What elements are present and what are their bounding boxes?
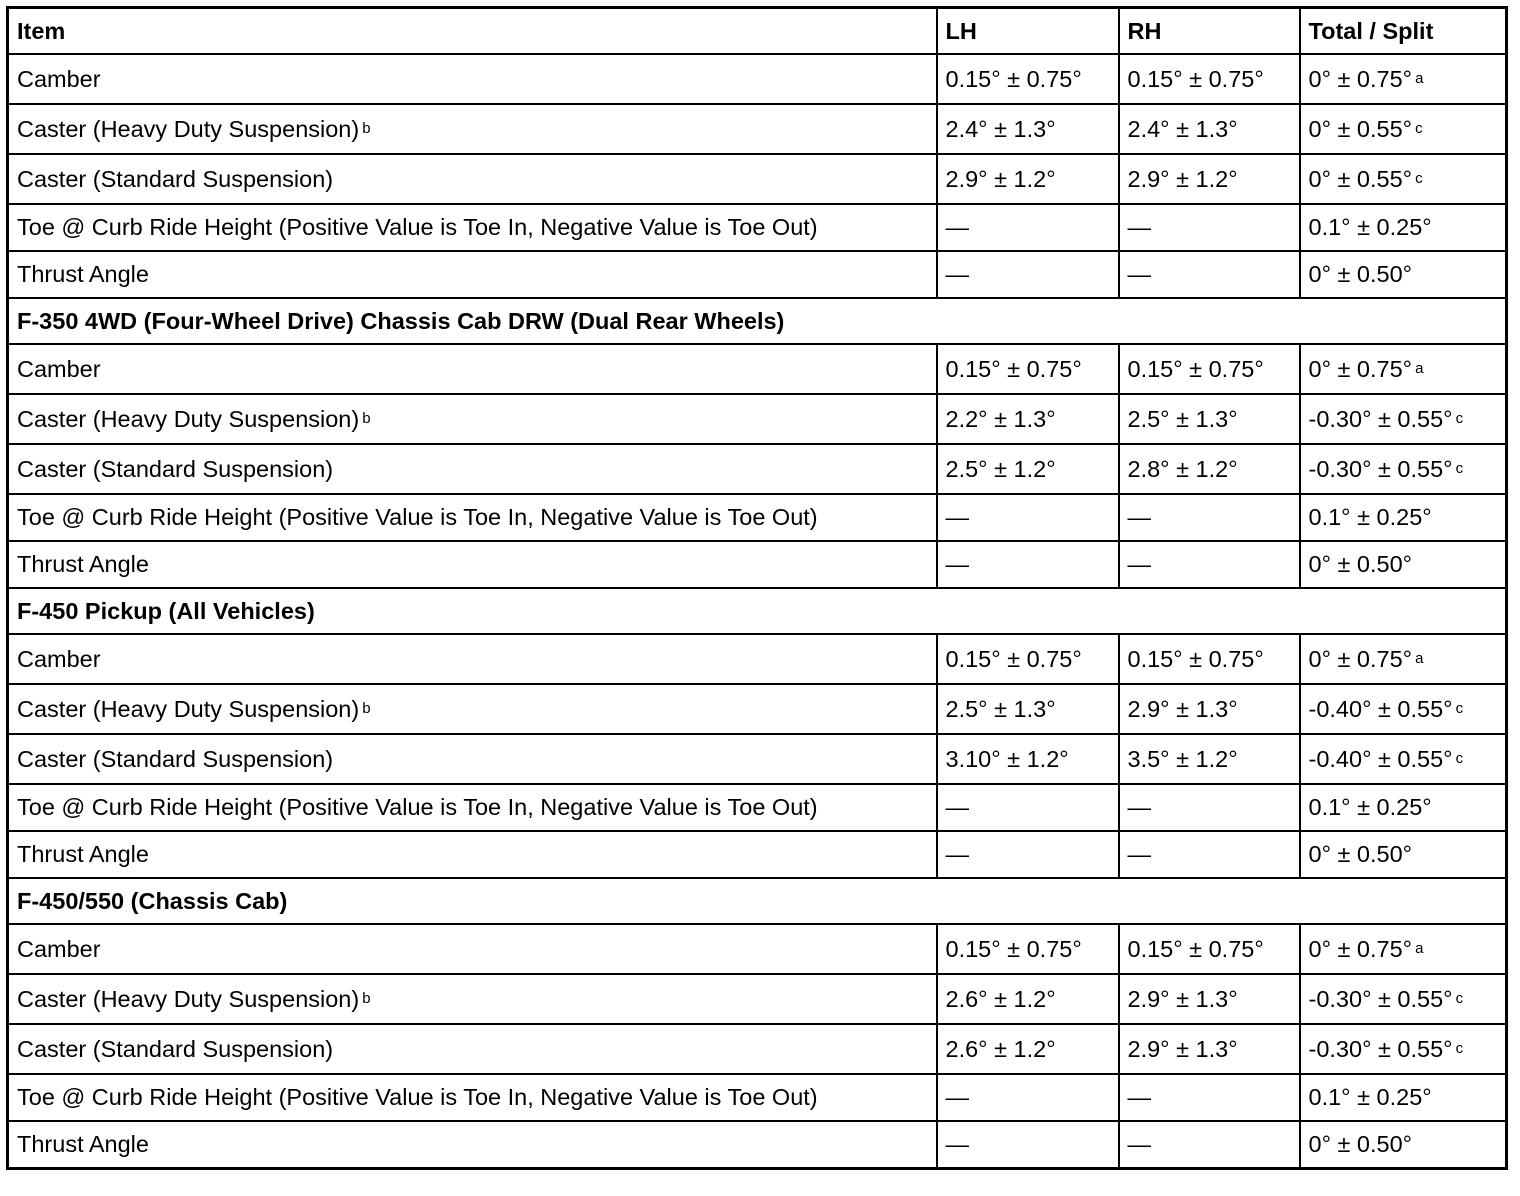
item-cell-text: Camber: [17, 65, 101, 92]
footnote-marker: a: [1415, 359, 1424, 377]
footnote-marker: c: [1455, 1039, 1464, 1057]
lh-cell-text: 2.6° ± 1.2°: [945, 1035, 1056, 1062]
footnote-marker: b: [362, 699, 371, 717]
lh-cell: [937, 634, 1119, 684]
lh-cell-text: 3.10° ± 1.2°: [945, 745, 1069, 772]
rh-cell: [1119, 444, 1300, 494]
item-cell-text: Caster (Heavy Duty Suspension): [17, 405, 360, 432]
lh-cell-text: —: [945, 1131, 969, 1157]
item-cell-text: Thrust Angle: [17, 841, 149, 867]
item-cell: [8, 204, 937, 251]
footnote-marker: c: [1415, 169, 1423, 187]
footnote-marker: a: [1415, 69, 1424, 87]
total-split-cell-text: -0.30° ± 0.55°: [1308, 455, 1453, 482]
table-row: [8, 831, 1507, 878]
section-title: F-450/550 (Chassis Cab): [8, 878, 1507, 924]
total-split-cell-text: 0° ± 0.75°: [1308, 355, 1413, 382]
section-header-row: [8, 588, 1507, 634]
total-split-cell-text: -0.30° ± 0.55°: [1308, 405, 1453, 432]
total-split-cell-text: 0.1° ± 0.25°: [1308, 1084, 1432, 1110]
lh-cell: [937, 104, 1119, 154]
lh-cell: [937, 444, 1119, 494]
total-split-cell: [1300, 634, 1507, 684]
footnote-marker: c: [1455, 699, 1464, 717]
total-split-cell: [1300, 1024, 1507, 1074]
total-split-cell: [1300, 444, 1507, 494]
lh-cell: [937, 1024, 1119, 1074]
rh-cell: [1119, 344, 1300, 394]
item-cell: [8, 784, 937, 831]
lh-cell: [937, 541, 1119, 588]
total-split-cell-text: -0.30° ± 0.55°: [1308, 985, 1453, 1012]
header-rh: RH: [1119, 8, 1300, 55]
table-row: [8, 344, 1507, 394]
total-split-cell-text: -0.30° ± 0.55°: [1308, 1035, 1453, 1062]
total-split-cell: [1300, 734, 1507, 784]
item-cell: [8, 251, 937, 298]
lh-cell: [937, 344, 1119, 394]
item-cell-text: Toe @ Curb Ride Height (Positive Value is Toe In, Negative Value is Toe Out): [17, 794, 818, 820]
rh-cell: [1119, 734, 1300, 784]
table-row: [8, 1121, 1507, 1169]
total-split-cell-text: 0° ± 0.75°: [1308, 65, 1413, 92]
item-cell: [8, 1024, 937, 1074]
footnote-marker: c: [1455, 409, 1464, 427]
section-title: F-350 4WD (Four-Wheel Drive) Chassis Cab DRW (Dual Rear Wheels): [8, 298, 1507, 344]
item-cell: [8, 1121, 937, 1169]
total-split-cell-text: 0° ± 0.55°: [1308, 165, 1413, 192]
rh-cell-text: —: [1127, 1084, 1151, 1110]
lh-cell: [937, 204, 1119, 251]
item-cell-text: Caster (Standard Suspension): [17, 455, 334, 482]
item-cell: [8, 1074, 937, 1121]
rh-cell-text: —: [1127, 214, 1151, 240]
lh-cell-text: —: [945, 1084, 969, 1110]
item-cell: [8, 104, 937, 154]
total-split-cell-text: 0° ± 0.55°: [1308, 115, 1413, 142]
total-split-cell: [1300, 1074, 1507, 1121]
header-item: Item: [8, 8, 937, 55]
lh-cell-text: —: [945, 841, 969, 867]
total-split-cell: [1300, 251, 1507, 298]
rh-cell-text: —: [1127, 261, 1151, 287]
rh-cell-text: 0.15° ± 0.75°: [1127, 645, 1264, 672]
rh-cell-text: 0.15° ± 0.75°: [1127, 935, 1264, 962]
rh-cell: [1119, 684, 1300, 734]
rh-cell: [1119, 251, 1300, 298]
item-cell-text: Thrust Angle: [17, 1131, 149, 1157]
lh-cell: [937, 1074, 1119, 1121]
header-total-split: Total / Split: [1300, 8, 1507, 55]
lh-cell: [937, 154, 1119, 204]
rh-cell-text: 0.15° ± 0.75°: [1127, 355, 1264, 382]
item-cell: [8, 634, 937, 684]
rh-cell-text: —: [1127, 504, 1151, 530]
table-row: [8, 784, 1507, 831]
item-cell-text: Caster (Heavy Duty Suspension): [17, 985, 360, 1012]
item-cell-text: Toe @ Curb Ride Height (Positive Value is Toe In, Negative Value is Toe Out): [17, 1084, 818, 1110]
item-cell: [8, 444, 937, 494]
item-cell: [8, 831, 937, 878]
total-split-cell: [1300, 784, 1507, 831]
header-row: [8, 8, 1507, 55]
table-row: [8, 104, 1507, 154]
item-cell-text: Camber: [17, 645, 101, 672]
total-split-cell-text: 0.1° ± 0.25°: [1308, 504, 1432, 530]
total-split-cell-text: 0° ± 0.50°: [1308, 1131, 1413, 1157]
total-split-cell-text: 0° ± 0.75°: [1308, 645, 1413, 672]
lh-cell-text: —: [945, 214, 969, 240]
total-split-cell: [1300, 684, 1507, 734]
lh-cell-text: —: [945, 551, 969, 577]
total-split-cell: [1300, 344, 1507, 394]
rh-cell-text: 2.9° ± 1.3°: [1127, 985, 1238, 1012]
total-split-cell-text: 0° ± 0.50°: [1308, 841, 1413, 867]
rh-cell-text: 2.8° ± 1.2°: [1127, 455, 1238, 482]
total-split-cell: [1300, 831, 1507, 878]
rh-cell: [1119, 494, 1300, 541]
total-split-cell: [1300, 154, 1507, 204]
item-cell-text: Caster (Standard Suspension): [17, 745, 334, 772]
table-row: [8, 924, 1507, 974]
lh-cell-text: 2.5° ± 1.3°: [945, 695, 1056, 722]
rh-cell-text: 2.9° ± 1.2°: [1127, 165, 1238, 192]
total-split-cell: [1300, 541, 1507, 588]
item-cell-text: Caster (Heavy Duty Suspension): [17, 115, 360, 142]
item-cell: [8, 684, 937, 734]
item-cell-text: Camber: [17, 935, 101, 962]
footnote-marker: a: [1415, 649, 1424, 667]
table-row: [8, 734, 1507, 784]
rh-cell: [1119, 1024, 1300, 1074]
rh-cell-text: —: [1127, 841, 1151, 867]
footnote-marker: c: [1455, 989, 1464, 1007]
rh-cell-text: 2.4° ± 1.3°: [1127, 115, 1238, 142]
rh-cell: [1119, 54, 1300, 104]
total-split-cell-text: 0° ± 0.50°: [1308, 261, 1413, 287]
section-header-row: [8, 298, 1507, 344]
item-cell: [8, 924, 937, 974]
table-row: [8, 444, 1507, 494]
total-split-cell: [1300, 924, 1507, 974]
rh-cell: [1119, 541, 1300, 588]
section-header-row: [8, 878, 1507, 924]
table-row: [8, 1024, 1507, 1074]
table-row: [8, 974, 1507, 1024]
table-body: [8, 54, 1507, 1169]
table-row: [8, 684, 1507, 734]
rh-cell-text: —: [1127, 1131, 1151, 1157]
footnote-marker: b: [362, 119, 371, 137]
item-cell-text: Caster (Standard Suspension): [17, 1035, 334, 1062]
lh-cell: [937, 734, 1119, 784]
lh-cell-text: —: [945, 504, 969, 530]
total-split-cell: [1300, 974, 1507, 1024]
rh-cell: [1119, 974, 1300, 1024]
lh-cell-text: —: [945, 261, 969, 287]
rh-cell: [1119, 634, 1300, 684]
total-split-cell-text: -0.40° ± 0.55°: [1308, 695, 1453, 722]
lh-cell: [937, 684, 1119, 734]
item-cell-text: Toe @ Curb Ride Height (Positive Value is Toe In, Negative Value is Toe Out): [17, 504, 818, 530]
item-cell-text: Camber: [17, 355, 101, 382]
lh-cell: [937, 1121, 1119, 1169]
table-row: [8, 541, 1507, 588]
item-cell-text: Caster (Standard Suspension): [17, 165, 334, 192]
total-split-cell: [1300, 204, 1507, 251]
lh-cell-text: 2.9° ± 1.2°: [945, 165, 1056, 192]
lh-cell: [937, 974, 1119, 1024]
item-cell-text: Thrust Angle: [17, 261, 149, 287]
table-row: [8, 154, 1507, 204]
lh-cell: [937, 831, 1119, 878]
table-row: [8, 1074, 1507, 1121]
total-split-cell: [1300, 1121, 1507, 1169]
rh-cell-text: 2.9° ± 1.3°: [1127, 1035, 1238, 1062]
rh-cell: [1119, 924, 1300, 974]
total-split-cell: [1300, 494, 1507, 541]
table-row: [8, 394, 1507, 444]
lh-cell-text: 0.15° ± 0.75°: [945, 65, 1082, 92]
lh-cell-text: 2.6° ± 1.2°: [945, 985, 1056, 1012]
item-cell-text: Toe @ Curb Ride Height (Positive Value is Toe In, Negative Value is Toe Out): [17, 214, 818, 240]
footnote-marker: c: [1455, 459, 1464, 477]
total-split-cell-text: 0° ± 0.50°: [1308, 551, 1413, 577]
footnote-marker: a: [1415, 939, 1424, 957]
footnote-marker: b: [362, 409, 371, 427]
rh-cell: [1119, 204, 1300, 251]
rh-cell: [1119, 104, 1300, 154]
total-split-cell: [1300, 104, 1507, 154]
total-split-cell: [1300, 394, 1507, 444]
total-split-cell: [1300, 54, 1507, 104]
item-cell: [8, 494, 937, 541]
section-title: F-450 Pickup (All Vehicles): [8, 588, 1507, 634]
footnote-marker: c: [1455, 749, 1464, 767]
item-cell: [8, 734, 937, 784]
lh-cell: [937, 394, 1119, 444]
table-row: [8, 54, 1507, 104]
item-cell-text: Caster (Heavy Duty Suspension): [17, 695, 360, 722]
rh-cell: [1119, 394, 1300, 444]
rh-cell-text: 2.5° ± 1.3°: [1127, 405, 1238, 432]
rh-cell-text: 2.9° ± 1.3°: [1127, 695, 1238, 722]
alignment-spec-table: [6, 6, 1508, 1170]
rh-cell-text: 0.15° ± 0.75°: [1127, 65, 1264, 92]
rh-cell: [1119, 831, 1300, 878]
total-split-cell-text: 0.1° ± 0.25°: [1308, 214, 1432, 240]
item-cell: [8, 54, 937, 104]
header-lh: LH: [937, 8, 1119, 55]
item-cell: [8, 541, 937, 588]
item-cell: [8, 154, 937, 204]
lh-cell: [937, 54, 1119, 104]
total-split-cell-text: 0° ± 0.75°: [1308, 935, 1413, 962]
rh-cell: [1119, 154, 1300, 204]
lh-cell-text: 2.5° ± 1.2°: [945, 455, 1056, 482]
table-row: [8, 204, 1507, 251]
total-split-cell-text: -0.40° ± 0.55°: [1308, 745, 1453, 772]
rh-cell: [1119, 1121, 1300, 1169]
item-cell: [8, 974, 937, 1024]
lh-cell-text: 2.4° ± 1.3°: [945, 115, 1056, 142]
rh-cell-text: —: [1127, 551, 1151, 577]
item-cell: [8, 344, 937, 394]
total-split-cell-text: 0.1° ± 0.25°: [1308, 794, 1432, 820]
rh-cell: [1119, 784, 1300, 831]
lh-cell: [937, 784, 1119, 831]
rh-cell-text: —: [1127, 794, 1151, 820]
lh-cell: [937, 251, 1119, 298]
item-cell-text: Thrust Angle: [17, 551, 149, 577]
footnote-marker: b: [362, 989, 371, 1007]
rh-cell: [1119, 1074, 1300, 1121]
lh-cell-text: 0.15° ± 0.75°: [945, 355, 1082, 382]
table-row: [8, 494, 1507, 541]
lh-cell-text: 0.15° ± 0.75°: [945, 645, 1082, 672]
lh-cell-text: —: [945, 794, 969, 820]
lh-cell: [937, 494, 1119, 541]
footnote-marker: c: [1415, 119, 1423, 137]
lh-cell-text: 2.2° ± 1.3°: [945, 405, 1056, 432]
lh-cell: [937, 924, 1119, 974]
rh-cell-text: 3.5° ± 1.2°: [1127, 745, 1238, 772]
lh-cell-text: 0.15° ± 0.75°: [945, 935, 1082, 962]
item-cell: [8, 394, 937, 444]
table-row: [8, 251, 1507, 298]
table-row: [8, 634, 1507, 684]
